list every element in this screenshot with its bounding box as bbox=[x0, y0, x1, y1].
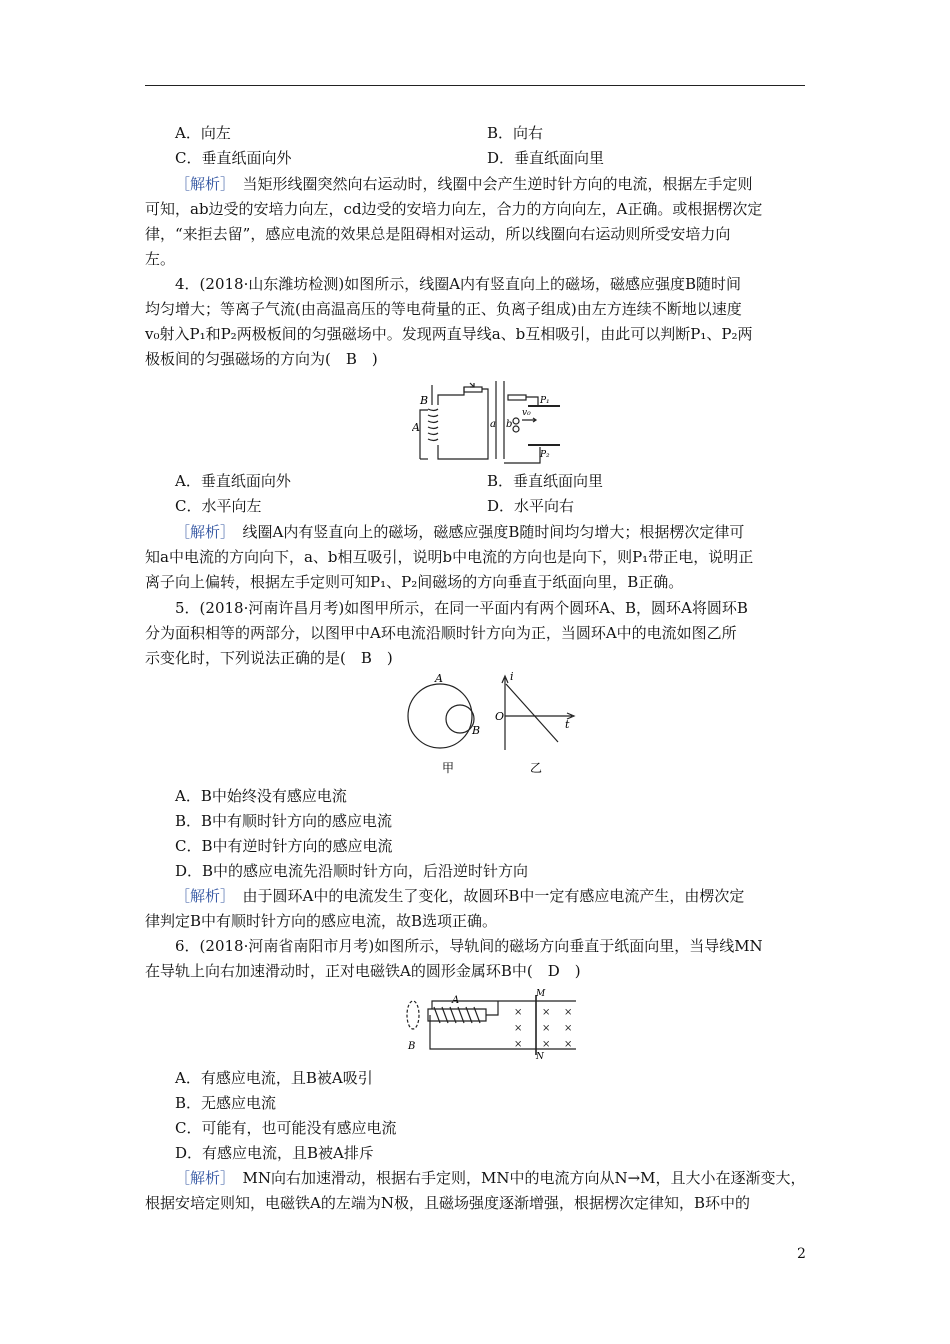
field-cross-icon: × bbox=[542, 1023, 551, 1034]
q5-fig-label-o: O bbox=[495, 710, 505, 723]
q4-option-d: D．水平向右 bbox=[487, 497, 575, 515]
q5-option-a: A．B中始终没有感应电流 bbox=[175, 787, 347, 805]
q5-option-d: D．B中的感应电流先沿顺时针方向，后沿逆时针方向 bbox=[175, 862, 529, 880]
q4-option-b: B．垂直纸面向里 bbox=[487, 472, 604, 490]
t-axis bbox=[505, 713, 574, 719]
q6-stem-line: 6．(2018·河南省南阳市月考)如图所示，导轨间的磁场方向垂直于纸面向里，当导线MN bbox=[175, 937, 763, 955]
q3-analysis-line: 可知，ab边受的安培力向左，cd边受的安培力向左，合力的方向向左，A正确。或根据楞次定 bbox=[145, 200, 763, 218]
ring-a bbox=[408, 684, 472, 748]
analysis-tag: ［解析］ bbox=[175, 175, 228, 193]
q3-option-a: A．向左 bbox=[175, 124, 231, 142]
q5-fig-label-b: B bbox=[472, 724, 481, 737]
q5-figure bbox=[400, 670, 580, 778]
field-cross-icon: × bbox=[514, 1007, 523, 1018]
q5-analysis-line: ［解析］ 由于圆环A中的电流发生了变化，故圆环B中一定有感应电流产生，由楞次定 bbox=[175, 887, 745, 905]
q4-stem-line: 均匀增大；等离子气流(由高温高压的等电荷量的正、负离子组成)由左方连续不断地以速度 bbox=[145, 300, 742, 318]
q5-fig-label-i: i bbox=[510, 670, 514, 683]
q5-stem-line: 分为面积相等的两部分，以图甲中A环电流沿顺时针方向为正，当圆环A中的电流如图乙所 bbox=[145, 624, 737, 642]
ring-b bbox=[407, 1001, 419, 1029]
q4-stem-line: 极板间的匀强磁场的方向为( B ) bbox=[145, 350, 378, 368]
q6-fig-label-m: M bbox=[536, 989, 546, 999]
q6-stem-line: 在导轨上向右加速滑动时，正对电磁铁A的圆形金属环B中( D ) bbox=[145, 962, 581, 980]
rails bbox=[430, 1001, 576, 1049]
q5-option-c: C．B中有逆时针方向的感应电流 bbox=[175, 837, 393, 855]
field-cross-icon: × bbox=[542, 1007, 551, 1018]
analysis-tag: ［解析］ bbox=[175, 1169, 228, 1187]
q4-analysis-line: 知a中电流的方向向下，a、b相互吸引，说明b中电流的方向也是向下，则P₁带正电，说明正 bbox=[145, 548, 754, 566]
field-cross-icon: × bbox=[514, 1023, 523, 1034]
field-cross-icon: × bbox=[514, 1039, 523, 1050]
q3-option-c: C．垂直纸面向外 bbox=[175, 149, 292, 167]
q6-option-c: C．可能有，也可能没有感应电流 bbox=[175, 1119, 397, 1137]
q3-option-b: B．向右 bbox=[487, 124, 544, 142]
q5-fig-label-t: t bbox=[565, 718, 570, 731]
q5-analysis-line: 律判定B中有顺时针方向的感应电流，故B选项正确。 bbox=[145, 912, 498, 930]
q4-analysis-line: ［解析］ 线圈A内有竖直向上的磁场，磁感应强度B随时间均匀增大；根据楞次定律可 bbox=[175, 523, 745, 541]
q6-analysis-line: ［解析］ MN向右加速滑动，根据右手定则，MN中的电流方向从N→M，且大小在逐渐变大， bbox=[175, 1169, 806, 1187]
q4-option-c: C．水平向左 bbox=[175, 497, 262, 515]
q6-fig-label-a: A bbox=[452, 995, 460, 1006]
q6-analysis-line: 根据安培定则知，电磁铁A的左端为N极，且磁场强度逐渐增强，根据楞次定律知，B环中的 bbox=[145, 1194, 750, 1212]
q5-fig-label-a: A bbox=[435, 672, 443, 685]
q4-stem-line: 4．(2018·山东潍坊检测)如图所示，线圈A内有竖直向上的磁场，磁感应强度B随时间 bbox=[175, 275, 742, 293]
q4-fig-label-p1: P₁ bbox=[540, 396, 550, 406]
q3-option-d: D．垂直纸面向里 bbox=[487, 149, 605, 167]
field-cross-icon: × bbox=[564, 1023, 573, 1034]
field-cross-icon: × bbox=[542, 1039, 551, 1050]
q3-analysis-line: 左。 bbox=[145, 250, 176, 268]
q4-fig-label-b-wire: b bbox=[506, 419, 513, 430]
current-line bbox=[506, 684, 558, 742]
q5-fig-caption-yi: 乙 bbox=[530, 761, 543, 775]
q4-fig-label-p2: P₂ bbox=[540, 450, 550, 460]
q5-stem-line: 示变化时，下列说法正确的是( B ) bbox=[145, 649, 393, 667]
q5-option-b: B．B中有顺时针方向的感应电流 bbox=[175, 812, 393, 830]
q4-fig-label-v0: v₀ bbox=[522, 408, 531, 418]
q6-fig-label-b: B bbox=[408, 1041, 416, 1052]
q4-fig-label-a-coil: A bbox=[412, 421, 420, 434]
q3-analysis-line: 律，“来拒去留”，感应电流的效果总是阻碍相对运动，所以线圈向右运动则所受安培力向 bbox=[145, 225, 731, 243]
ring-b bbox=[446, 705, 474, 733]
q6-option-d: D．有感应电流，且B被A排斥 bbox=[175, 1144, 374, 1162]
q4-fig-label-a-wire: a bbox=[490, 419, 496, 430]
field-cross-icon: × bbox=[564, 1007, 573, 1018]
q4-figure bbox=[412, 375, 562, 465]
field-cross-icon: × bbox=[564, 1039, 573, 1050]
q4-fig-label-b: B bbox=[420, 394, 429, 407]
q6-option-a: A．有感应电流，且B被A吸引 bbox=[175, 1069, 373, 1087]
q6-fig-label-n: N bbox=[536, 1052, 544, 1059]
q6-option-b: B．无感应电流 bbox=[175, 1094, 277, 1112]
analysis-tag: ［解析］ bbox=[175, 523, 228, 541]
q4-option-a: A．垂直纸面向外 bbox=[175, 472, 291, 490]
header-rule bbox=[145, 85, 805, 86]
q3-analysis-line: ［解析］ 当矩形线圈突然向右运动时，线圈中会产生逆时针方向的电流，根据左手定则 bbox=[175, 175, 753, 193]
q6-figure bbox=[402, 987, 582, 1059]
q4-analysis-line: 离子向上偏转，根据左手定则可知P₁、P₂间磁场的方向垂直于纸面向里，B正确。 bbox=[145, 573, 684, 591]
analysis-tag: ［解析］ bbox=[175, 887, 228, 905]
page-number: 2 bbox=[797, 1246, 806, 1262]
q5-stem-line: 5．(2018·河南许昌月考)如图甲所示，在同一平面内有两个圆环A、B，圆环A将圆环B bbox=[175, 599, 748, 617]
q5-fig-caption-jia: 甲 bbox=[442, 761, 455, 775]
q4-stem-line: v₀射入P₁和P₂两极板间的匀强磁场中。发现两直导线a、b互相吸引，由此可以判断P₁、P₂两 bbox=[145, 325, 753, 343]
